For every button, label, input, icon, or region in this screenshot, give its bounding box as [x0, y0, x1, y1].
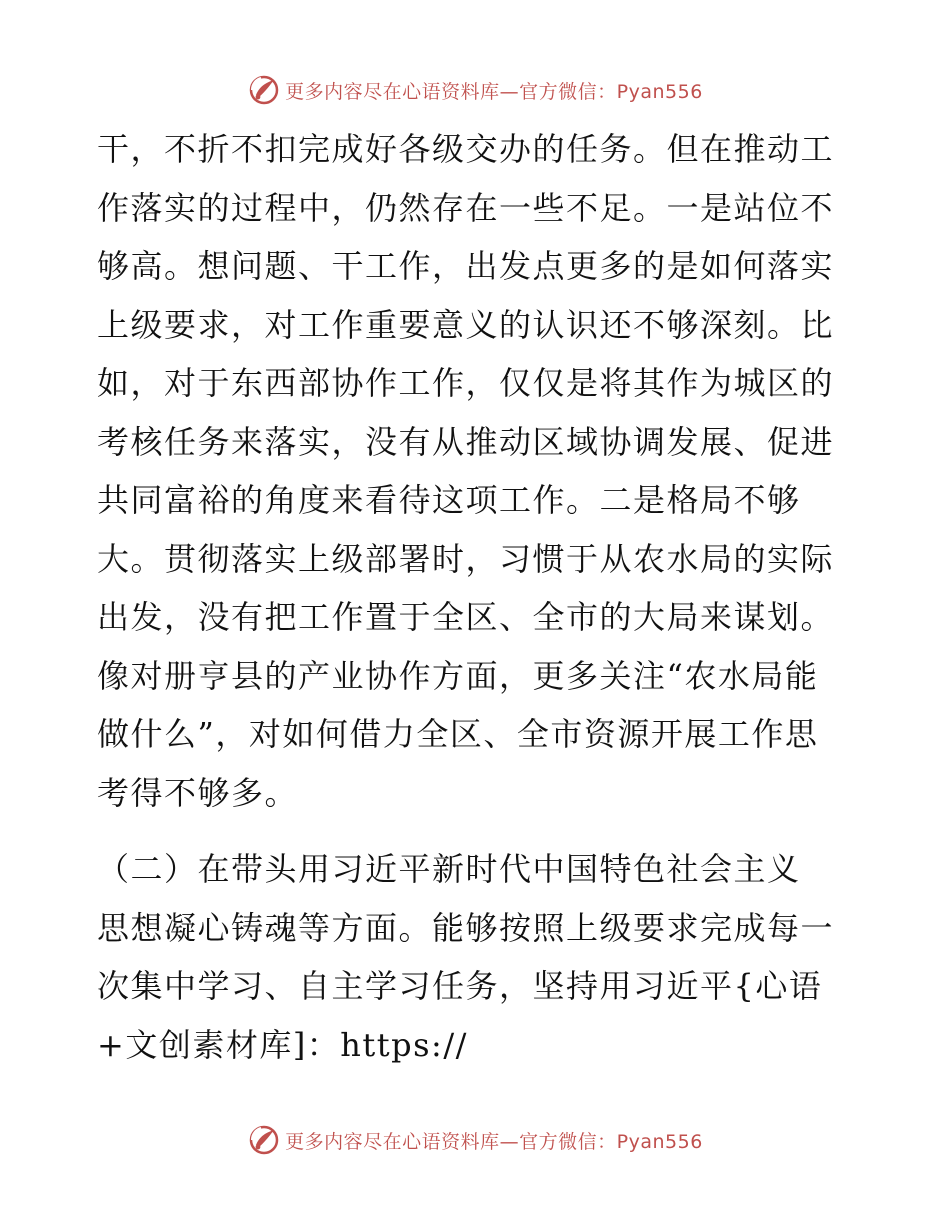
wechat-id: Pyan556 [616, 1130, 703, 1153]
text-line: +文创素材库]：https:// [97, 1025, 468, 1064]
text-line: 上级要求，对工作重要意义的认识还不够深刻。比 [97, 305, 835, 344]
text-line: 如，对于东西部协作工作，仅仅是将其作为城区的 [97, 364, 835, 402]
paragraph-2 [97, 840, 857, 1074]
brush-logo-icon [247, 73, 281, 107]
text-line: 像对册亨县的产业协作方面，更多关注“农水局能 [97, 656, 819, 695]
banner-text [285, 1127, 703, 1154]
document-body [97, 120, 857, 1074]
header-banner [0, 70, 950, 110]
text-line: 干，不折不扣完成好各级交办的任务。但在推动工 [97, 130, 835, 168]
text-line: 大。贯彻落实上级部署时，习惯于从农水局的实际 [97, 539, 835, 578]
paragraph-1 [97, 120, 857, 822]
text-line: 出发，没有把工作置于全区、全市的大局来谋划。 [97, 598, 835, 636]
text-line: 考得不够多。 [97, 773, 299, 812]
text-line: 做什么”，对如何借力全区、全市资源开展工作思 [97, 715, 819, 753]
text-line: 够高。想问题、干工作，出发点更多的是如何落实 [97, 247, 835, 285]
text-line: 思想凝心铸魂等方面。能够按照上级要求完成每一 [97, 908, 835, 947]
text-line: 作落实的过程中，仍然存在一些不足。一是站位不 [97, 188, 835, 227]
banner [247, 73, 703, 107]
banner-label: 更多内容尽在心语资料库—官方微信： [285, 1130, 617, 1153]
banner [247, 1123, 703, 1157]
banner-text [285, 77, 703, 104]
text-line: 次集中学习、自主学习任务，坚持用习近平{心语 [97, 967, 823, 1005]
banner-label: 更多内容尽在心语资料库—官方微信： [285, 80, 617, 103]
text-line: （二）在带头用习近平新时代中国特色社会主义 [97, 850, 801, 888]
footer-banner [0, 1120, 950, 1160]
brush-logo-icon [247, 1123, 281, 1157]
wechat-id: Pyan556 [616, 80, 703, 103]
text-line: 共同富裕的角度来看待这项工作。二是格局不够 [97, 481, 801, 519]
text-line: 考核任务来落实，没有从推动区域协调发展、促进 [97, 422, 835, 461]
